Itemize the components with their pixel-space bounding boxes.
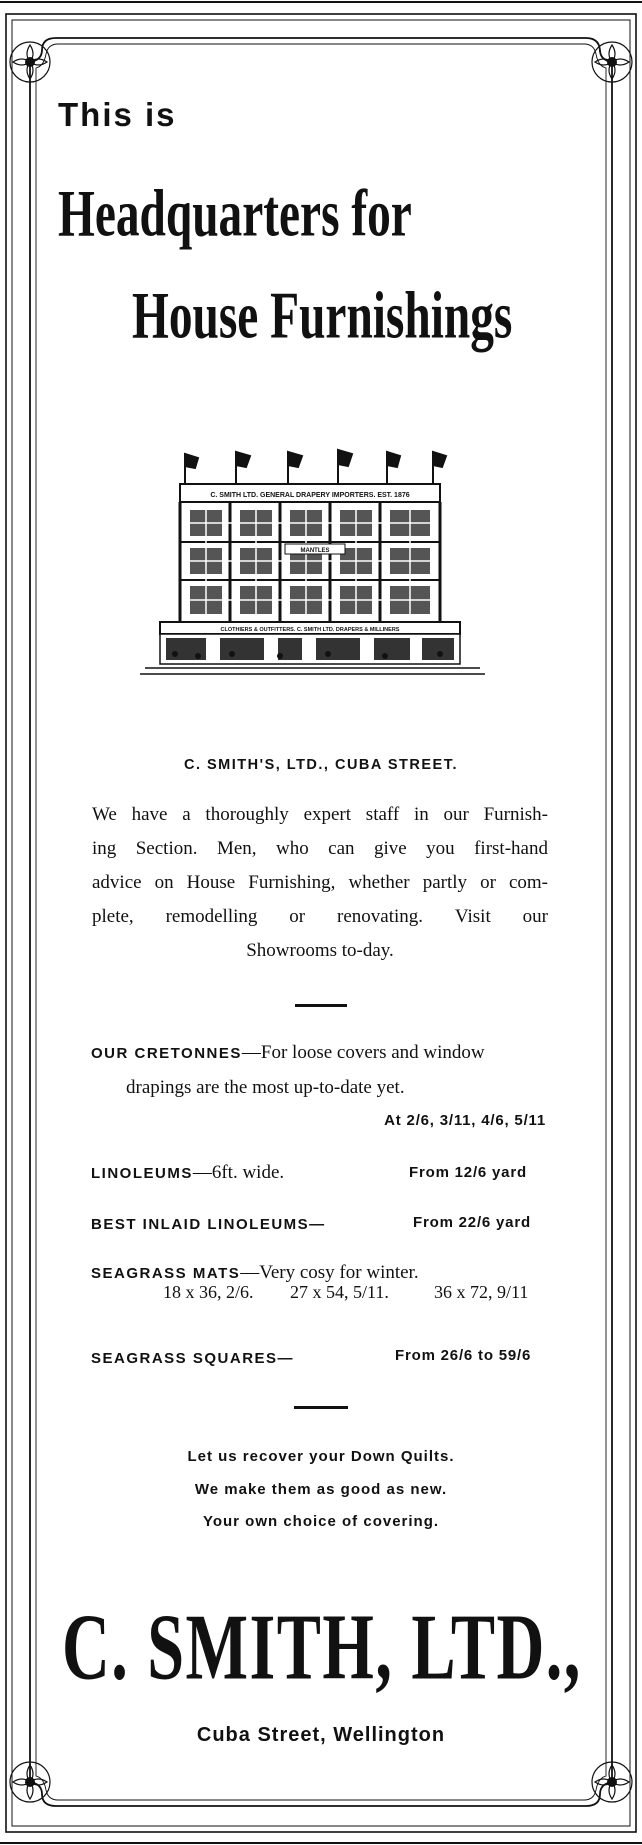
intro-text: This is <box>58 96 177 133</box>
quilts-line-3: Your own choice of covering. <box>202 1513 440 1530</box>
building-bottom-sign: CLOTHIERS & OUTFITTERS. C. SMITH LTD. DRAPERS & MILLINERS <box>220 627 400 633</box>
divider-rule-2 <box>294 1406 348 1409</box>
paragraph-line-2: ing Section. Men, who can give you first-hand <box>92 838 548 859</box>
mats-title: SEAGRASS MATS <box>91 1265 241 1282</box>
paragraph-line-3: advice on House Furnishing, whether partly or com- <box>92 872 548 893</box>
company-name: C. SMITH, LTD., <box>62 1594 582 1699</box>
cretonnes-line-1 <box>91 1042 485 1064</box>
headline-house-furnishings: House Furnishings <box>132 277 513 353</box>
mats-row <box>91 1262 419 1284</box>
mats-desc: —Very cosy for winter. <box>240 1262 419 1283</box>
intro-paragraph <box>92 798 548 968</box>
linoleums-row <box>91 1162 284 1184</box>
quilts-line-1: Let us recover your Down Quilts. <box>187 1448 455 1465</box>
paragraph-line-5: Showrooms to-day. <box>246 940 394 961</box>
squares-price: From 26/6 to 59/6 <box>395 1347 532 1364</box>
building-top-sign: C. SMITH LTD. GENERAL DRAPERY IMPORTERS. EST. 1876 <box>210 492 410 499</box>
linoleums-price: From 12/6 yard <box>409 1164 527 1181</box>
building-middle-sign: MANTLES <box>300 548 330 554</box>
linoleums-title: LINOLEUMS <box>91 1165 193 1182</box>
divider-rule-1 <box>295 1004 347 1007</box>
store-building-illustration <box>140 440 485 680</box>
paragraph-line-1: We have a thoroughly expert staff in our Furnish- <box>92 804 548 825</box>
mats-size-1: 18 x 36, 2/6. <box>163 1282 254 1302</box>
company-address: Cuba Street, Wellington <box>196 1724 446 1746</box>
mats-size-3: 36 x 72, 9/11 <box>434 1282 529 1302</box>
cretonnes-prices: At 2/6, 3/11, 4/6, 5/11 <box>384 1112 546 1129</box>
linoleums-desc: —6ft. wide. <box>192 1162 285 1183</box>
inlaid-price: From 22/6 yard <box>413 1214 531 1231</box>
inlaid-title: BEST INLAID LINOLEUMS— <box>91 1216 326 1233</box>
cretonnes-title: OUR CRETONNES <box>91 1045 242 1062</box>
mats-size-2: 27 x 54, 5/11. <box>290 1282 389 1302</box>
quilts-line-2: We make them as good as new. <box>194 1481 448 1498</box>
squares-title: SEAGRASS SQUARES— <box>91 1350 295 1367</box>
building-caption: C. SMITH'S, LTD., CUBA STREET. <box>183 757 458 773</box>
cretonnes-desc-1: —For loose covers and window <box>241 1042 485 1063</box>
paragraph-line-4: plete, remodelling or renovating. Visit our <box>92 906 548 927</box>
cretonnes-desc-2: drapings are the most up-to-date yet. <box>126 1077 405 1098</box>
headline-headquarters: Headquarters for <box>58 175 412 251</box>
